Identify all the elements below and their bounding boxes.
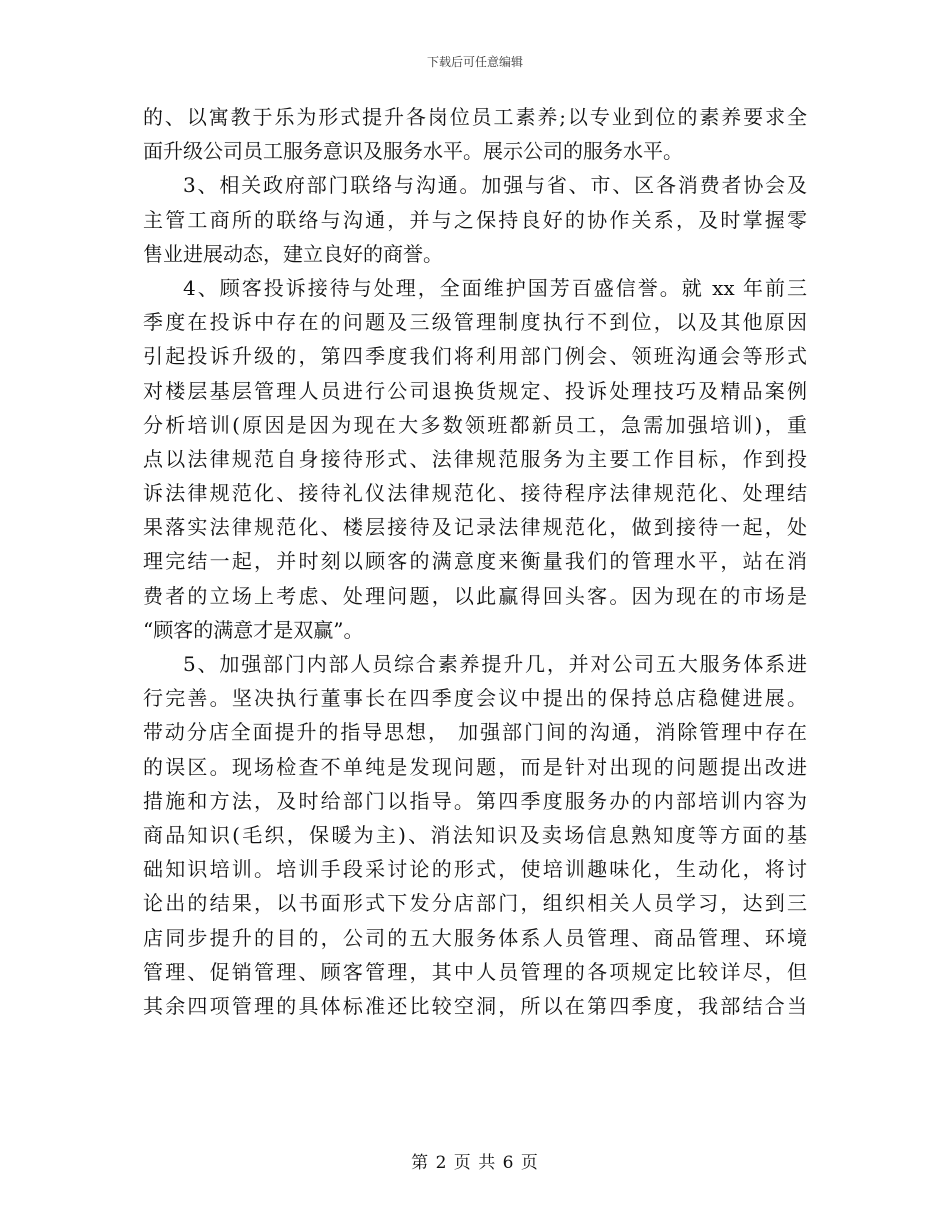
page-header: 下载后可任意编辑 (426, 55, 523, 69)
text-line: 础知识培训。培训手段采讨论的形式，使培训趣味化，生动化，将讨 (143, 857, 807, 882)
text-line: 行完善。坚决执行董事长在四季度会议中提出的保持总店稳健进展。 (143, 686, 807, 711)
text-line: 论出的结果，以书面形式下发分店部门，组织相关人员学习，达到三 (143, 891, 807, 916)
text-line: 5、加强部门内部人员综合素养提升几，并对公司五大服务体系进 (183, 652, 807, 676)
page-number-footer: 第 2 页 共 6 页 (411, 1153, 539, 1173)
text-line: 费者的立场上考虑、处理问题，以此赢得回头客。因为现在的市场是 (143, 583, 807, 608)
text-line: 对楼层基层管理人员进行公司退换货规定、投诉处理技巧及精品案例 (143, 378, 807, 403)
text-line: 带动分店全面提升的指导思想， 加强部门间的沟通，消除管理中存在 (143, 720, 807, 745)
text-line: 3、相关政府部门联络与沟通。加强与省、市、区各消费者协会及 (183, 173, 807, 198)
text-line: 引起投诉升级的，第四季度我们将利用部门例会、领班沟通会等形式 (143, 344, 807, 369)
text-line: 分析培训(原因是因为现在大多数领班都新员工，急需加强培训)，重 (143, 412, 807, 437)
text-line: 诉法律规范化、接待礼仪法律规范化、接待程序法律规范化、处理结 (143, 481, 807, 506)
text-line: 季度在投诉中存在的问题及三级管理制度执行不到位，以及其他原因 (143, 310, 807, 335)
text-line: 管理、促销管理、顾客管理，其中人员管理的各项规定比较详尽，但 (143, 959, 807, 984)
text-line: 措施和方法，及时给部门以指导。第四季度服务办的内部培训内容为 (143, 788, 807, 813)
text-line: 商品知识(毛织，保暖为主)、消法知识及卖场信息熟知度等方面的基 (143, 822, 807, 847)
text-line: 主管工商所的联络与沟通，并与之保持良好的协作关系，及时掌握零 (143, 207, 807, 232)
text-line: 店同步提升的目的，公司的五大服务体系人员管理、商品管理、环境 (143, 925, 807, 950)
text-line: 的误区。现场检查不单纯是发现问题，而是针对出现的问题提出改进 (143, 754, 807, 779)
text-line: 面升级公司员工服务意识及服务水平。展示公司的服务水平。 (143, 139, 683, 164)
text-line: 的、以寓教于乐为形式提升各岗位员工素养;以专业到位的素养要求全 (143, 105, 807, 129)
text-line: 其余四项管理的具体标准还比较空洞，所以在第四季度，我部结合当 (143, 993, 807, 1018)
text-line: 售业进展动态，建立良好的商誉。 (143, 241, 443, 266)
text-line: 点以法律规范自身接待形式、法律规范服务为主要工作目标，作到投 (143, 446, 807, 471)
text-line: 理完结一起，并时刻以顾客的满意度来衡量我们的管理水平，站在消 (143, 549, 807, 574)
document-body (143, 100, 807, 1023)
text-line: 4、顾客投诉接待与处理，全面维护国芳百盛信誉。就 xx 年前三 (183, 275, 807, 300)
text-line: 果落实法律规范化、楼层接待及记录法律规范化，做到接待一起，处 (143, 515, 807, 540)
text-line: “顾客的满意才是双赢”。 (143, 617, 364, 642)
